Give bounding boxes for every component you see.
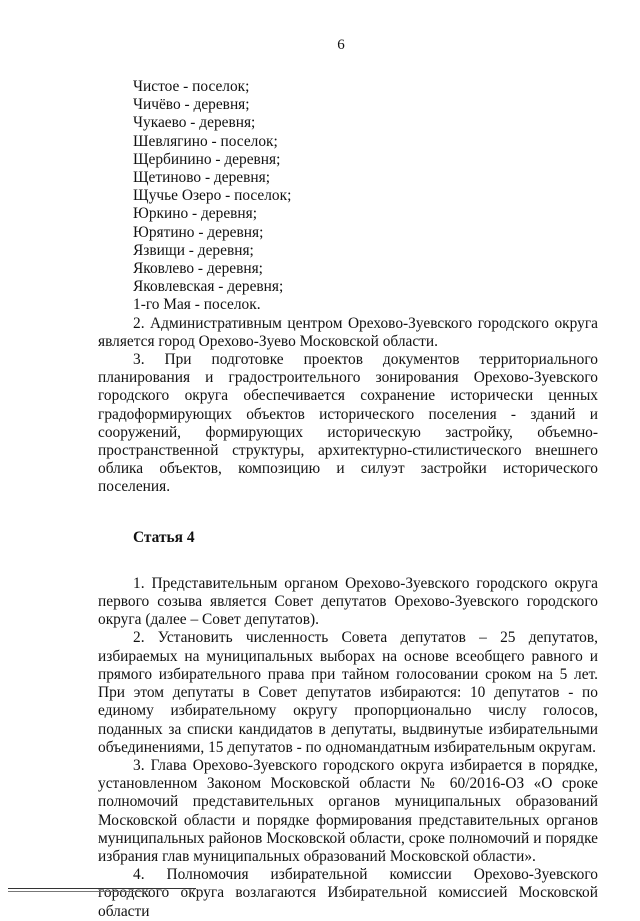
settlements-list [98,78,598,315]
list-item: 1-го Мая - поселок. [133,296,261,314]
document-body [98,78,598,921]
list-item: Яковлево - деревня; [133,260,263,278]
footer-divider [8,888,196,889]
list-item: Юркино - деревня; [133,205,258,223]
list-item: Яковлевская - деревня; [133,278,284,296]
list-item: Чукаево - деревня; [133,114,256,132]
page-number: 6 [337,37,345,53]
list-item: Щетиново - деревня; [133,169,270,187]
list-item: Юрятино - деревня; [133,223,264,241]
article4-paragraph-3: 3. Глава Орехово-Зуевского городского округа избирается в порядке, установленном Законом Московской области № 60/2016-ОЗ «О сроке полномочий представительных органов муниципальных образований Московской области и порядке формирования представительных органов муниципальных районов Московской области, сроке полномочий и порядке избрания глав муниципальных образований Московской области». [98,756,598,865]
list-item: Чичёво - деревня; [133,96,250,114]
article4-paragraph-2: 2. Установить численность Совета депутатов – 25 депутатов, избираемых на муниципальных выборах на основе всеобщего равного и прямого избирательного права при тайном голосовании сроком на 5 лет. При этом депутаты в Совет депутатов избираются: 10 депутатов - по единому избирательному округу пропорционально числу голосов, поданных за списки кандидатов в депутаты, выдвинутые избирательными объединениями, 15 депутатов - по одномандатным избирательным округам. [98,629,598,756]
article3-paragraph-3: 3. При подготовке проектов документов территориального планирования и градостроительного зонирования Орехово-Зуевского городского округа обеспечивается сохранение исторически ценных градоформирующих объектов исторического поселения - зданий и сооружений, формирующих историческую застройку, объемно-пространственной структуры, архитектурно-стилистического внешнего облика объектов, композицию и силуэт застройки исторического поселения. [98,351,598,496]
article-4-title: Статья 4 [133,528,195,546]
list-item: Щучье Озеро - поселок; [133,187,292,205]
list-item: Щербинино - деревня; [133,150,281,168]
article4-paragraph-1: 1. Представительным органом Орехово-Зуевского городского округа первого созыва является Совет депутатов Орехово-Зуевского городского округа (далее – Совет депутатов). [98,574,598,629]
article3-paragraph-2: 2. Административным центром Орехово-Зуевского городского округа является город Орехово-Зуево Московской области. [98,314,598,350]
list-item: Шевлягино - поселок; [133,132,278,150]
article4-paragraph-4: 4. Полномочия избирательной комиссии Орехово-Зуевского городского округа возлагаются Избирательной комиссией Московской области [98,866,598,920]
footer-divider-secondary [8,891,148,892]
list-item: Язвищи - деревня; [133,241,254,259]
list-item: Чистое - поселок; [133,78,250,95]
